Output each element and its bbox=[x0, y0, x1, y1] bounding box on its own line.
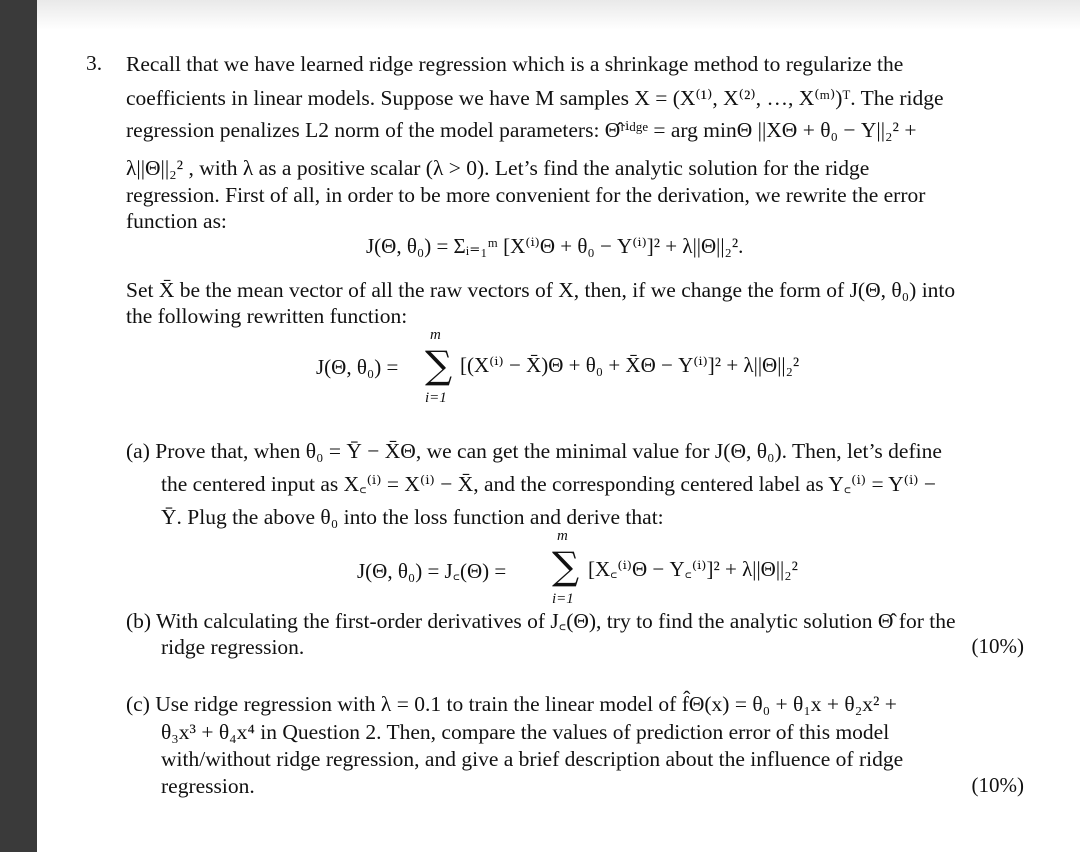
eq2-lhs: J(Θ, θ₀) = bbox=[316, 355, 399, 379]
eq3-lhs: J(Θ, θ₀) = J꜀(Θ) = bbox=[357, 559, 507, 583]
part-c-line-2: θ₃x³ + θ₄x⁴ in Question 2. Then, compare the values of prediction error of this model bbox=[161, 720, 890, 744]
part-b-marks: (10%) bbox=[971, 634, 1024, 658]
eq3-body: [X꜀⁽ⁱ⁾Θ − Y꜀⁽ⁱ⁾]² + λ||Θ||₂² bbox=[588, 557, 798, 581]
mid-line-2: the following rewritten function: bbox=[126, 304, 408, 328]
eq3-upper-limit: m bbox=[557, 528, 568, 544]
intro-line-6: function as: bbox=[126, 209, 227, 233]
part-b-line-2: ridge regression. bbox=[161, 635, 305, 659]
intro-line-2: coefficients in linear models. Suppose we have M samples X = (X⁽¹⁾, X⁽²⁾, …, X⁽ᵐ⁾)ᵀ. The ridge bbox=[126, 86, 944, 110]
intro-line-3: regression penalizes L2 norm of the model parameters: Θ̂ʳⁱᵈᵍᵉ = arg minΘ ||XΘ + θ₀ − Y||₂² + bbox=[126, 118, 917, 142]
eq3-sum-sign: ∑ bbox=[552, 544, 580, 588]
equation-error-function: J(Θ, θ₀) = Σᵢ₌₁ᵐ [X⁽ⁱ⁾Θ + θ₀ − Y⁽ⁱ⁾]² + λ||Θ||₂². bbox=[366, 234, 744, 258]
eq2-upper-limit: m bbox=[430, 327, 441, 343]
question-number: 3. bbox=[86, 51, 103, 75]
intro-line-1: Recall that we have learned ridge regression which is a shrinkage method to regularize the bbox=[126, 52, 904, 76]
intro-line-5: regression. First of all, in order to be more convenient for the derivation, we rewrite the error bbox=[126, 183, 926, 207]
part-c-line-3: with/without ridge regression, and give a brief description about the influence of ridge bbox=[161, 747, 904, 771]
intro-line-4: λ||Θ||₂² , with λ as a positive scalar (λ > 0). Let’s find the analytic solution for the ridge bbox=[126, 156, 870, 180]
part-a-line-2: the centered input as X꜀⁽ⁱ⁾ = X⁽ⁱ⁾ − X̄, and the corresponding centered label as Y꜀⁽ⁱ⁾ = Y⁽ⁱ⁾ − bbox=[161, 472, 937, 496]
eq2-sum-sign: ∑ bbox=[425, 343, 453, 387]
part-c-line-4: regression. bbox=[161, 774, 255, 798]
part-c-marks: (10%) bbox=[971, 773, 1024, 797]
eq2-lower-limit: i=1 bbox=[425, 390, 447, 406]
part-b-line-1: (b) With calculating the first-order derivatives of J꜀(Θ), try to find the analytic solution Θ̂ for the bbox=[126, 609, 956, 633]
top-shadow bbox=[37, 0, 1080, 30]
eq3-lower-limit: i=1 bbox=[552, 591, 574, 607]
part-c-line-1: (c) Use ridge regression with λ = 0.1 to train the linear model of f̂Θ(x) = θ₀ + θ₁x + θ₂x² + bbox=[126, 692, 897, 716]
part-a-line-1: (a) Prove that, when θ₀ = Ȳ − X̄Θ, we can get the minimal value for J(Θ, θ₀). Then, let’s define bbox=[126, 439, 942, 463]
part-a-line-3: Ȳ. Plug the above θ₀ into the loss function and derive that: bbox=[161, 505, 664, 529]
eq2-body: [(X⁽ⁱ⁾ − X̄)Θ + θ₀ + X̄Θ − Y⁽ⁱ⁾]² + λ||Θ||₂² bbox=[460, 353, 800, 377]
mid-line-1: Set X̄ be the mean vector of all the raw vectors of X, then, if we change the form of J(Θ, θ₀) into bbox=[126, 278, 956, 302]
left-dark-margin bbox=[0, 0, 37, 852]
